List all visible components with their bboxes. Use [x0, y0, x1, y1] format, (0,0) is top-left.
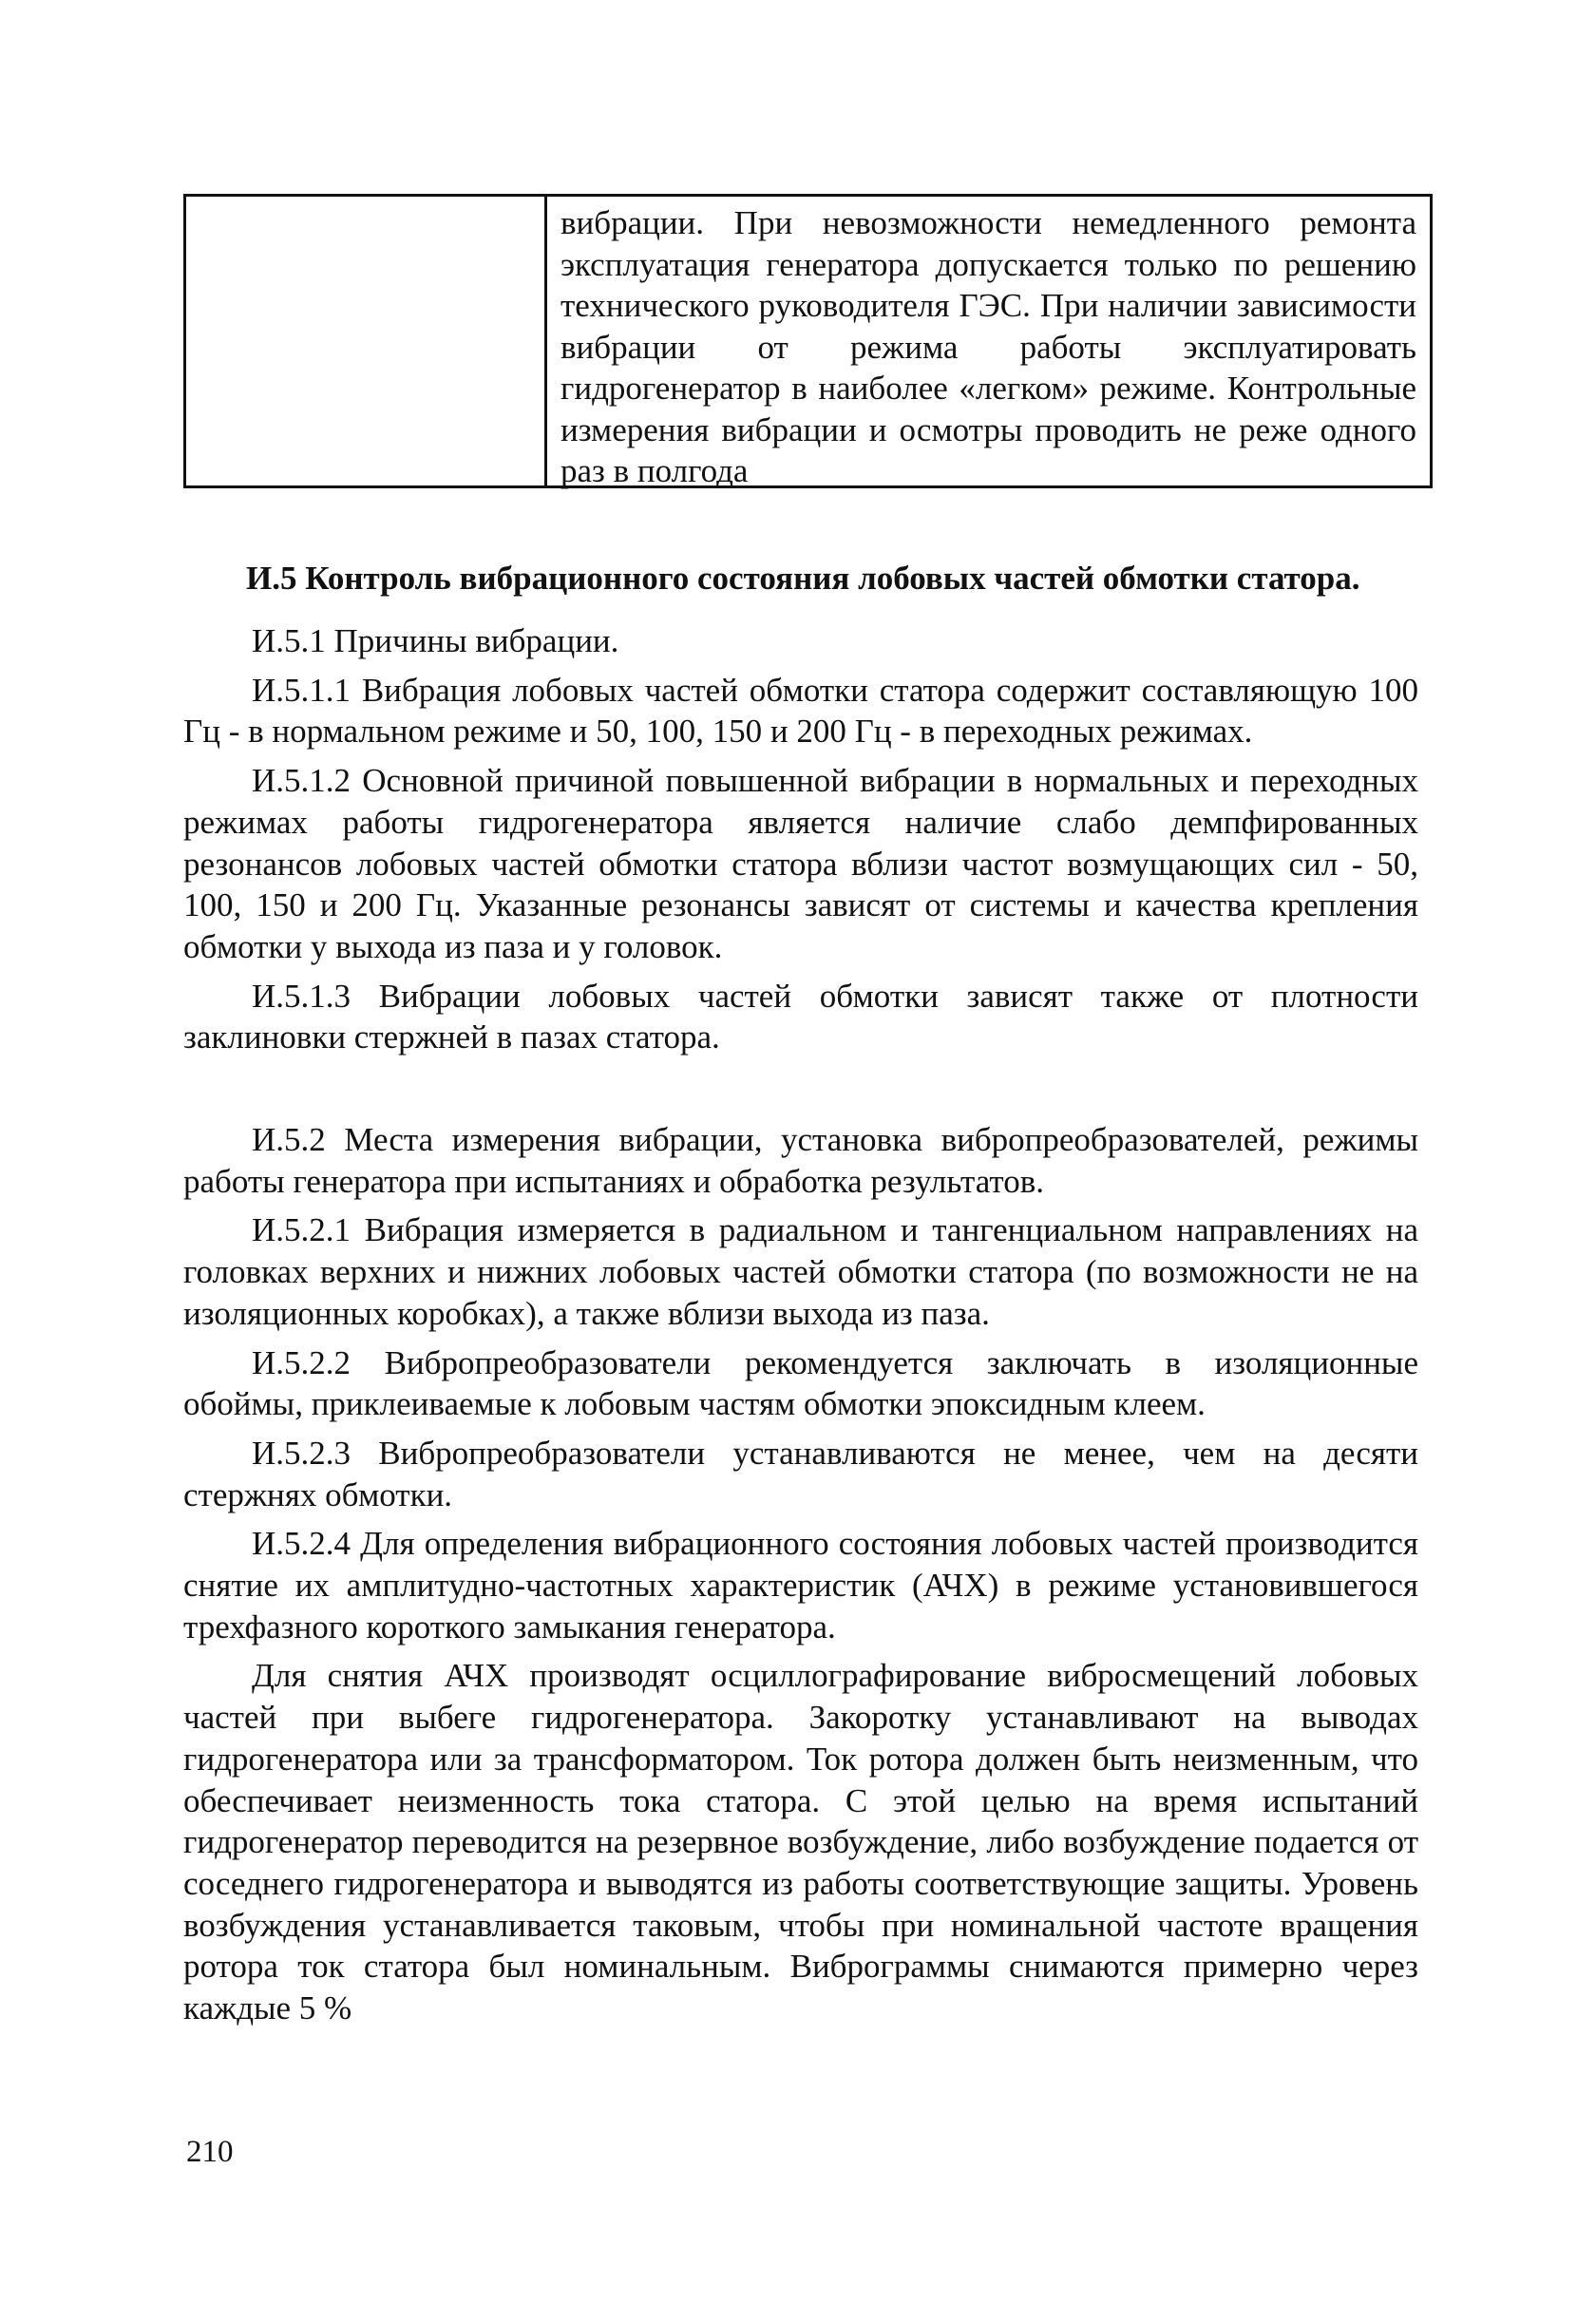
paragraph: И.5.2.4 Для определения вибрационного состояния лобовых частей производится снятие их амплитудно-частотных характеристик (АЧХ) в режиме установившегося трехфазного короткого замыкания генератора. — [183, 1525, 1418, 1646]
body-text — [183, 557, 1418, 2037]
page-number: 210 — [186, 2135, 234, 2169]
paragraph: И.5.2 Места измерения вибрации, установка вибропреобразователей, режимы работы генератора при испытаниях и обработка результатов. — [183, 1121, 1418, 1200]
section-heading: И.5 Контроль вибрационного состояния лобовых частей обмотки статора. — [246, 560, 1360, 597]
paragraph: И.5.1 Причины вибрации. — [252, 622, 619, 659]
paragraph: И.5.2.3 Вибропреобразователи устанавливаются не менее, чем на десяти стержнях обмотки. — [183, 1434, 1418, 1513]
paragraph: И.5.1.3 Вибрации лобовых частей обмотки зависят также от плотности заклиновки стержней в пазах статора. — [183, 977, 1418, 1056]
paragraph: И.5.1.2 Основной причиной повышенной вибрации в нормальных и переходных режимах работы гидрогенератора является наличие слабо демпфированных резонансов лобовых частей обмотки статора вблизи частот возмущающих сил - 50, 100, 150 и 200 Гц. Указанные резонансы зависят от системы и качества крепления обмотки у выхода из паза и у головок. — [183, 762, 1418, 965]
paragraph: И.5.1.1 Вибрация лобовых частей обмотки статора содержит составляющую 100 Гц - в нормальном режиме и 50, 100, 150 и 200 Гц - в переходных режимах. — [183, 671, 1418, 751]
table-right-cell: вибрации. При невозможности немедленного ремонта эксплуатация генератора допускается только по решению технического руководителя ГЭС. При наличии зависимости вибрации от режима работы эксплуатировать гидрогенератор в наиболее «легком» режиме. Контрольные измерения вибрации и осмотры проводить не реже одного раз в полгода — [560, 204, 1416, 489]
continuation-table — [183, 194, 1433, 488]
paragraph: И.5.2.1 Вибрация измеряется в радиальном и тангенциальном направлениях на головках верхних и нижних лобовых частей обмотки статора (по возможности не на изоляционных коробках), а также вблизи выхода из паза. — [183, 1211, 1418, 1332]
table-left-cell — [186, 197, 547, 485]
paragraph: Для снятия АЧХ производят осциллографирование вибросмещений лобовых частей при выбеге гидрогенератора. Закоротку устанавливают на выводах гидрогенератора или за трансформатором. Ток ротора должен быть неизменным, что обеспечивает неизменность тока статора. С этой целью на время испытаний гидрогенератор переводится на резервное возбуждение, либо возбуждение подается от соседнего гидрогенератора и выводятся из работы соответствующие защиты. Уровень возбуждения устанавливается таковым, чтобы при номинальной частоте вращения ротора ток статора был номинальным. Виброграммы снимаются примерно через каждые 5 % — [183, 1657, 1418, 2027]
paragraph: И.5.2.2 Вибропреобразователи рекомендуется заключать в изоляционные обоймы, приклеиваемые к лобовым частям обмотки эпоксидным клеем. — [183, 1343, 1418, 1423]
